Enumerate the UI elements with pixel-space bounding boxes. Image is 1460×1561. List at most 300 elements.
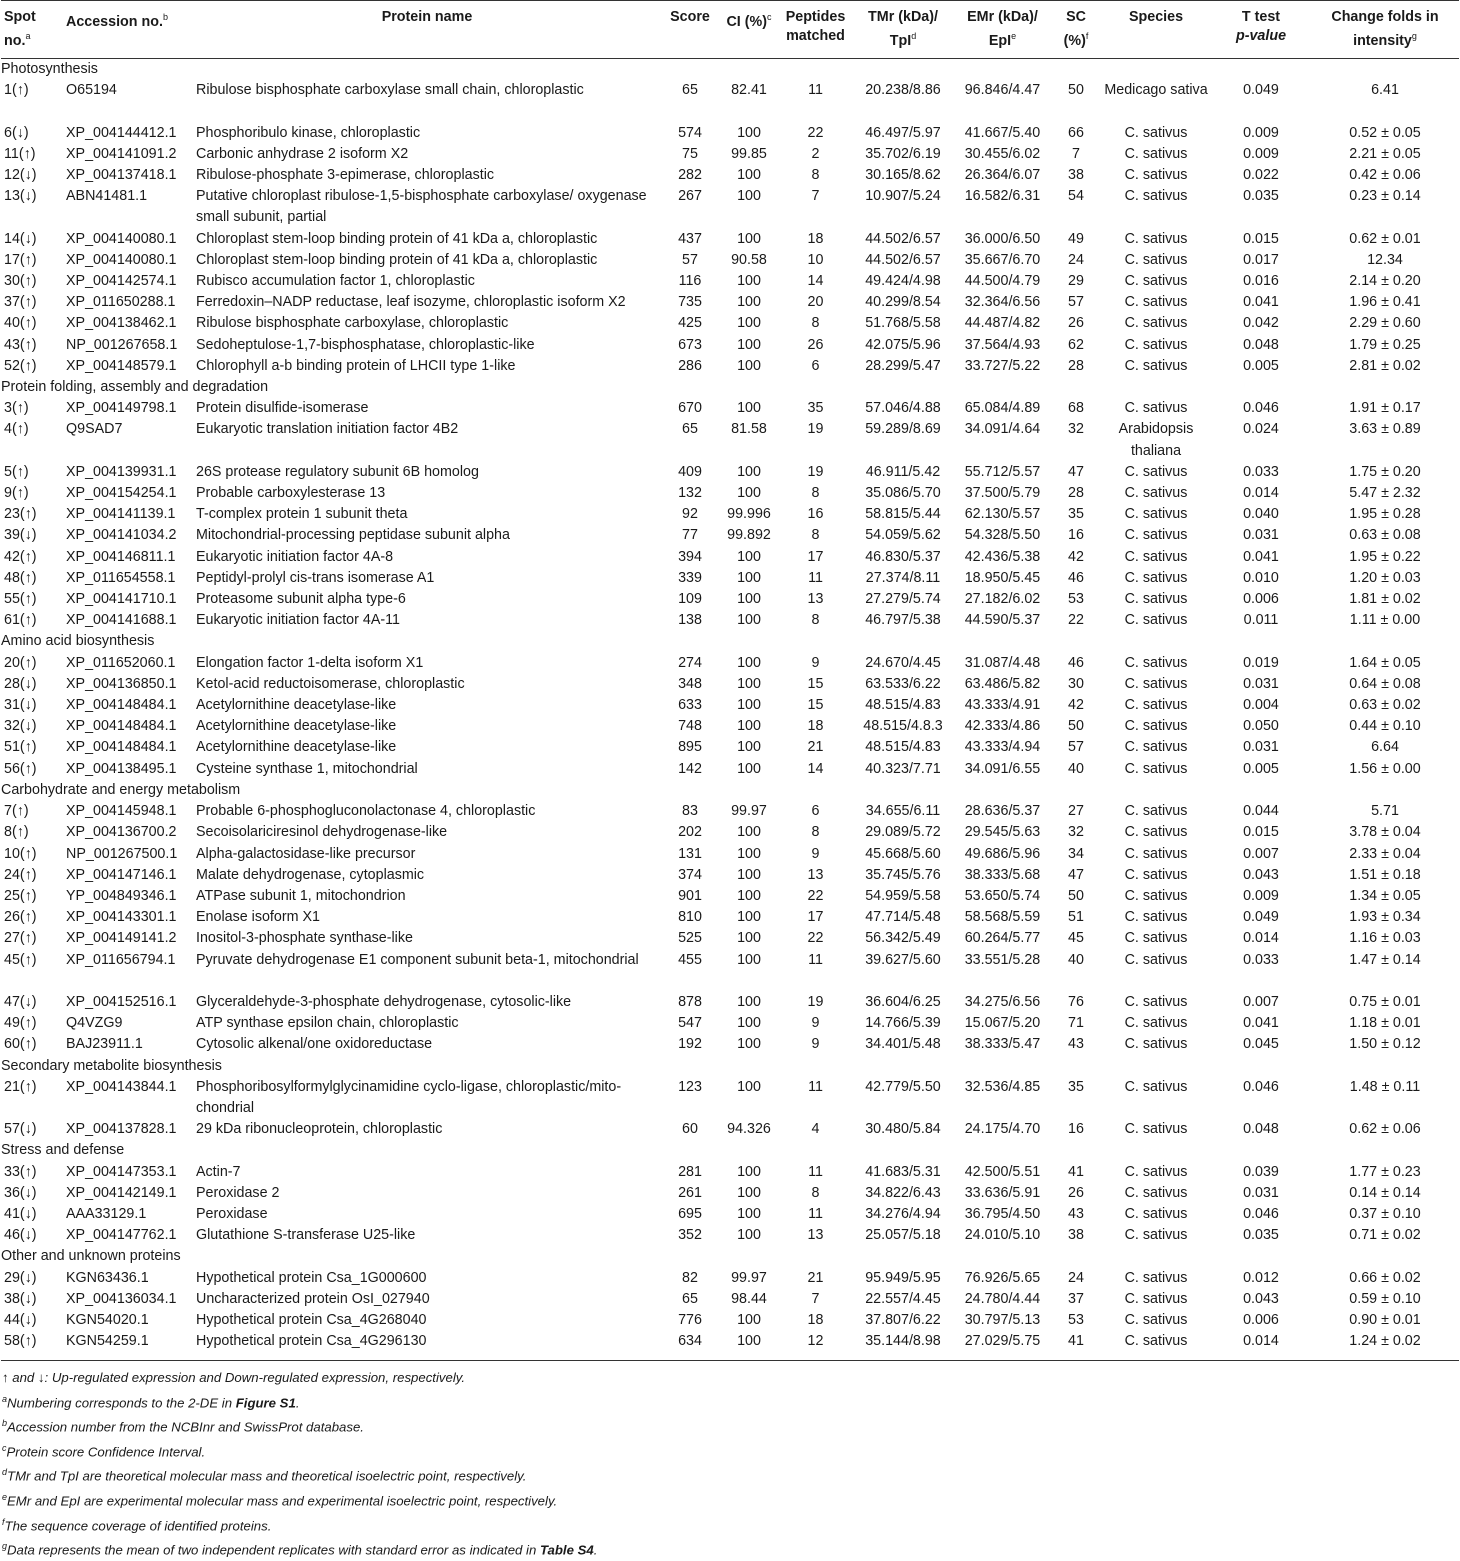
cell-sc: 16 xyxy=(1068,527,1084,544)
table-row xyxy=(1,80,1459,122)
cell-accession: XP_004149141.2 xyxy=(66,930,177,947)
table-row xyxy=(1,525,1459,546)
table-row xyxy=(1,547,1459,568)
table-row xyxy=(1,1077,1459,1119)
cell-p-value: 0.016 xyxy=(1243,273,1279,290)
cell-change-folds: 0.63 ± 0.02 xyxy=(1349,697,1421,714)
cell-protein-name: Phosphoribosylformylglycinamidine cyclo-ligase, chloroplastic/mito- chondrial xyxy=(196,1078,622,1116)
cell-tmr-tpi: 63.533/6.22 xyxy=(865,675,941,692)
cell-accession: XP_004148484.1 xyxy=(66,697,177,714)
cell-tmr-tpi: 35.702/6.19 xyxy=(865,145,941,162)
cell-spot: 27(↑) xyxy=(4,930,37,947)
cell-p-value: 0.009 xyxy=(1243,887,1279,904)
cell-spot: 52(↑) xyxy=(4,357,37,374)
cell-p-value: 0.033 xyxy=(1243,463,1279,480)
cell-change-folds: 3.78 ± 0.04 xyxy=(1349,824,1421,841)
cell-sc: 28 xyxy=(1068,485,1084,502)
cell-species: C. sativus xyxy=(1124,1290,1188,1307)
cell-peptides: 6 xyxy=(811,357,820,374)
cell-score: 673 xyxy=(678,336,702,353)
cell-spot: 57(↓) xyxy=(4,1121,37,1138)
cell-ci: 100 xyxy=(737,357,761,374)
cell-protein-name: Chloroplast stem-loop binding protein of 41 kDa a, chloroplastic xyxy=(196,230,598,247)
cell-sc: 53 xyxy=(1068,1311,1084,1328)
table-row xyxy=(1,271,1459,292)
cell-protein-name: Hypothetical protein Csa_4G296130 xyxy=(196,1333,427,1350)
cell-ci: 90.58 xyxy=(731,251,767,268)
cell-spot: 40(↑) xyxy=(4,315,37,332)
table-body xyxy=(1,59,1459,1361)
cell-tmr-tpi: 48.515/4.83 xyxy=(865,739,941,756)
cell-spot: 42(↑) xyxy=(4,548,37,565)
table-row xyxy=(1,419,1459,461)
cell-ci: 100 xyxy=(737,315,761,332)
cell-accession: XP_004154254.1 xyxy=(66,485,177,502)
cell-accession: XP_004147762.1 xyxy=(66,1227,177,1244)
cell-protein-name: Ribulose-phosphate 3-epimerase, chloroplastic xyxy=(196,167,495,183)
cell-p-value: 0.041 xyxy=(1243,294,1279,311)
cell-protein-name: Ferredoxin–NADP reductase, leaf isozyme, chloroplastic isoform X2 xyxy=(196,294,626,311)
cell-emr-epi: 55.712/5.57 xyxy=(964,463,1041,480)
table-row xyxy=(1,356,1459,377)
cell-protein-name: Alpha-galactosidase-like precursor xyxy=(196,845,416,862)
table-row xyxy=(1,1162,1459,1183)
cell-species: C. sativus xyxy=(1124,718,1188,735)
cell-tmr-tpi: 10.907/5.24 xyxy=(865,188,941,205)
cell-emr-epi: 32.536/4.85 xyxy=(964,1078,1041,1095)
cell-accession: XP_004143844.1 xyxy=(66,1078,177,1095)
cell-score: 810 xyxy=(678,909,702,926)
cell-emr-epi: 44.500/4.79 xyxy=(964,273,1041,290)
cell-accession: Q4VZG9 xyxy=(66,1015,123,1032)
cell-ci: 100 xyxy=(737,548,761,565)
footnote-c: $^c$Protein score Confidence Interval. xyxy=(2,1442,206,1460)
cell-emr-epi: 26.364/6.07 xyxy=(964,167,1041,183)
cell-emr-epi: 34.091/6.55 xyxy=(964,760,1041,777)
cell-accession: XP_004140080.1 xyxy=(66,230,177,247)
cell-protein-name: Glyceraldehyde-3-phosphate dehydrogenase, cytosolic-like xyxy=(196,993,572,1010)
cell-ci: 99.892 xyxy=(727,527,771,544)
cell-sc: 38 xyxy=(1068,1227,1084,1244)
protein-table xyxy=(1,0,1459,1361)
cell-emr-epi: 43.333/4.94 xyxy=(964,739,1041,756)
cell-peptides: 17 xyxy=(807,909,824,926)
cell-score: 425 xyxy=(678,315,702,332)
cell-ci: 82.41 xyxy=(731,82,767,99)
cell-tmr-tpi: 49.424/4.98 xyxy=(865,273,941,290)
cell-score: 202 xyxy=(678,824,702,841)
cell-p-value: 0.049 xyxy=(1243,82,1279,99)
cell-spot: 49(↑) xyxy=(4,1015,37,1032)
cell-peptides: 12 xyxy=(807,1333,824,1350)
category-label: Carbohydrate and energy metabolism xyxy=(1,781,241,798)
cell-protein-name: Acetylornithine deacetylase-like xyxy=(196,739,397,756)
cell-spot: 39(↓) xyxy=(4,527,37,544)
cell-ci: 100 xyxy=(737,1311,761,1328)
cell-spot: 36(↓) xyxy=(4,1184,37,1201)
cell-species: C. sativus xyxy=(1124,485,1188,502)
cell-accession: XP_004147146.1 xyxy=(66,866,177,883)
cell-emr-epi: 76.926/5.65 xyxy=(964,1269,1041,1286)
table-row xyxy=(1,1034,1459,1055)
table-row xyxy=(1,483,1459,504)
cell-p-value: 0.033 xyxy=(1243,951,1279,968)
cell-sc: 32 xyxy=(1068,824,1084,841)
table-row xyxy=(1,229,1459,250)
cell-peptides: 11 xyxy=(808,1205,823,1222)
table-row xyxy=(1,165,1459,186)
cell-spot: 17(↑) xyxy=(4,251,37,268)
cell-spot: 21(↑) xyxy=(4,1078,37,1095)
cell-protein-name: Hypothetical protein Csa_1G000600 xyxy=(196,1269,427,1286)
table-row xyxy=(1,1268,1459,1289)
cell-score: 132 xyxy=(678,485,702,502)
cell-ci: 100 xyxy=(737,463,761,480)
cell-score: 455 xyxy=(678,951,702,968)
cell-protein-name: Protein disulfide-isomerase xyxy=(196,400,369,417)
cell-sc: 57 xyxy=(1068,294,1084,311)
cell-spot: 24(↑) xyxy=(4,866,37,883)
cell-emr-epi: 36.000/6.50 xyxy=(964,230,1041,247)
cell-score: 65 xyxy=(682,421,698,438)
cell-species: C. sativus xyxy=(1124,760,1188,777)
cell-ci: 100 xyxy=(737,336,761,353)
cell-species: C. sativus xyxy=(1124,569,1188,586)
cell-species: C. sativus xyxy=(1124,675,1188,692)
cell-sc: 34 xyxy=(1068,845,1084,862)
table-row xyxy=(1,250,1459,271)
cell-p-value: 0.031 xyxy=(1243,675,1279,692)
cell-peptides: 11 xyxy=(808,1078,823,1095)
cell-protein-name: Putative chloroplast ribulose-1,5-bisphosphate carboxylase/ oxygenase small subunit, partial xyxy=(196,188,647,226)
cell-accession: XP_004140080.1 xyxy=(66,251,177,268)
cell-peptides: 13 xyxy=(807,866,824,883)
cell-protein-name: Proteasome subunit alpha type-6 xyxy=(196,591,406,608)
cell-tmr-tpi: 46.797/5.38 xyxy=(865,612,941,629)
header-sc: SC (%)$^f$ xyxy=(1051,1,1101,59)
table-row xyxy=(1,928,1459,949)
cell-change-folds: 1.11 ± 0.00 xyxy=(1349,612,1421,629)
cell-protein-name: T-complex protein 1 subunit theta xyxy=(196,506,408,523)
table-row xyxy=(1,313,1459,334)
cell-peptides: 13 xyxy=(807,591,824,608)
cell-spot: 20(↑) xyxy=(4,654,37,671)
cell-ci: 99.996 xyxy=(727,506,771,523)
cell-sc: 66 xyxy=(1068,124,1084,141)
cell-peptides: 19 xyxy=(807,993,824,1010)
cell-ci: 100 xyxy=(737,273,761,290)
header-peptides: Peptides matched xyxy=(779,1,852,59)
cell-sc: 26 xyxy=(1068,315,1084,332)
cell-tmr-tpi: 41.683/5.31 xyxy=(865,1163,941,1180)
cell-tmr-tpi: 30.165/8.62 xyxy=(865,167,941,183)
cell-tmr-tpi: 34.822/6.43 xyxy=(865,1184,941,1201)
cell-tmr-tpi: 27.374/8.11 xyxy=(865,569,941,586)
cell-p-value: 0.048 xyxy=(1243,336,1279,353)
table-row xyxy=(1,865,1459,886)
cell-peptides: 8 xyxy=(811,315,820,332)
cell-emr-epi: 54.328/5.50 xyxy=(964,527,1041,544)
cell-ci: 100 xyxy=(737,1205,761,1222)
cell-tmr-tpi: 34.276/4.94 xyxy=(865,1205,941,1222)
cell-species: C. sativus xyxy=(1124,824,1188,841)
cell-species: C. sativus xyxy=(1124,845,1188,862)
cell-score: 282 xyxy=(678,167,702,183)
cell-emr-epi: 58.568/5.59 xyxy=(964,909,1041,926)
cell-sc: 42 xyxy=(1068,548,1084,565)
cell-accession: XP_004141710.1 xyxy=(66,591,177,608)
cell-species: C. sativus xyxy=(1124,251,1188,268)
cell-sc: 29 xyxy=(1068,273,1084,290)
cell-tmr-tpi: 46.911/5.42 xyxy=(865,463,941,480)
cell-tmr-tpi: 14.766/5.39 xyxy=(865,1015,941,1032)
cell-sc: 42 xyxy=(1068,697,1084,714)
cell-p-value: 0.011 xyxy=(1243,612,1279,629)
cell-species: C. sativus xyxy=(1124,188,1188,205)
cell-protein-name: ATP synthase epsilon chain, chloroplastic xyxy=(196,1015,459,1032)
cell-change-folds: 5.47 ± 2.32 xyxy=(1349,485,1421,502)
cell-species: C. sativus xyxy=(1124,1184,1188,1201)
header-change-folds: Change folds in intensity$^g$ xyxy=(1311,1,1459,59)
cell-emr-epi: 30.797/5.13 xyxy=(964,1311,1041,1328)
cell-emr-epi: 44.487/4.82 xyxy=(964,315,1041,332)
cell-ci: 100 xyxy=(737,569,761,586)
footnote-f: $^f$The sequence coverage of identified proteins. xyxy=(2,1516,272,1533)
cell-change-folds: 1.77 ± 0.23 xyxy=(1349,1163,1421,1180)
cell-emr-epi: 33.727/5.22 xyxy=(964,357,1041,374)
cell-change-folds: 6.41 xyxy=(1371,82,1399,99)
cell-accession: XP_004149798.1 xyxy=(66,400,177,417)
cell-score: 633 xyxy=(678,697,702,714)
cell-ci: 99.97 xyxy=(731,803,767,820)
cell-tmr-tpi: 35.144/8.98 xyxy=(865,1333,941,1350)
cell-accession: XP_004141688.1 xyxy=(66,612,177,629)
cell-sc: 37 xyxy=(1068,1290,1084,1307)
cell-species: C. sativus xyxy=(1124,1311,1188,1328)
cell-p-value: 0.041 xyxy=(1243,1015,1279,1032)
footnote-e: $^e$EMr and EpI are experimental molecular mass and experimental isoelectric point, respectively. xyxy=(2,1491,558,1509)
header-accession: Accession no.$^b$ xyxy=(63,1,193,59)
cell-sc: 41 xyxy=(1068,1163,1084,1180)
cell-accession: XP_004143301.1 xyxy=(66,909,177,926)
cell-species: C. sativus xyxy=(1124,697,1188,714)
cell-sc: 50 xyxy=(1068,887,1084,904)
cell-species: C. sativus xyxy=(1124,1205,1188,1222)
cell-tmr-tpi: 35.086/5.70 xyxy=(865,485,941,502)
cell-ci: 100 xyxy=(737,718,761,735)
table-row xyxy=(1,759,1459,780)
cell-emr-epi: 15.067/5.20 xyxy=(964,1015,1041,1032)
cell-spot: 32(↓) xyxy=(4,718,37,735)
cell-change-folds: 0.44 ± 0.10 xyxy=(1349,718,1421,735)
cell-tmr-tpi: 42.075/5.96 xyxy=(865,336,941,353)
cell-emr-epi: 18.950/5.45 xyxy=(964,569,1041,586)
cell-tmr-tpi: 30.480/5.84 xyxy=(865,1121,941,1138)
cell-protein-name: Peroxidase xyxy=(196,1205,268,1222)
cell-ci: 100 xyxy=(737,1163,761,1180)
cell-species: C. sativus xyxy=(1124,167,1188,183)
cell-sc: 22 xyxy=(1068,612,1084,629)
cell-accession: XP_004145948.1 xyxy=(66,803,177,820)
footnote-arrows: ↑ and ↓: Up-regulated expression and Down-regulated expression, respectively. xyxy=(2,1370,466,1386)
cell-change-folds: 0.23 ± 0.14 xyxy=(1349,188,1421,205)
cell-species: C. sativus xyxy=(1124,124,1188,141)
cell-ci: 100 xyxy=(737,909,761,926)
cell-species: C. sativus xyxy=(1124,866,1188,883)
category-label: Amino acid biosynthesis xyxy=(1,633,155,650)
category-row xyxy=(1,631,1459,652)
cell-ci: 100 xyxy=(737,760,761,777)
cell-tmr-tpi: 59.289/8.69 xyxy=(865,421,941,438)
header-score: Score xyxy=(661,1,719,59)
cell-score: 116 xyxy=(678,273,702,290)
cell-protein-name: Rubisco accumulation factor 1, chloroplastic xyxy=(196,273,475,290)
cell-spot: 29(↓) xyxy=(4,1269,37,1286)
cell-peptides: 16 xyxy=(807,506,824,523)
cell-spot: 28(↓) xyxy=(4,675,37,692)
cell-p-value: 0.015 xyxy=(1243,824,1279,841)
cell-score: 123 xyxy=(678,1078,702,1095)
cell-species: C. sativus xyxy=(1124,654,1188,671)
cell-species: C. sativus xyxy=(1124,951,1188,968)
cell-protein-name: Acetylornithine deacetylase-like xyxy=(196,697,397,714)
cell-peptides: 17 xyxy=(807,548,824,565)
table-row xyxy=(1,653,1459,674)
cell-peptides: 18 xyxy=(807,1311,824,1328)
cell-peptides: 21 xyxy=(807,1269,824,1286)
cell-tmr-tpi: 42.779/5.50 xyxy=(865,1078,941,1095)
cell-change-folds: 2.29 ± 0.60 xyxy=(1349,315,1421,332)
cell-protein-name: Phosphoribulo kinase, chloroplastic xyxy=(196,124,421,141)
cell-score: 75 xyxy=(682,145,698,162)
cell-spot: 51(↑) xyxy=(4,739,37,756)
cell-peptides: 22 xyxy=(807,887,824,904)
table-row xyxy=(1,1331,1459,1352)
cell-sc: 54 xyxy=(1068,188,1084,205)
cell-tmr-tpi: 24.670/4.45 xyxy=(865,654,941,671)
cell-ci: 100 xyxy=(737,1184,761,1201)
cell-p-value: 0.031 xyxy=(1243,739,1279,756)
cell-emr-epi: 31.087/4.48 xyxy=(964,654,1041,671)
cell-sc: 57 xyxy=(1068,739,1084,756)
cell-sc: 40 xyxy=(1068,760,1084,777)
cell-p-value: 0.007 xyxy=(1243,845,1279,862)
cell-score: 776 xyxy=(678,1311,702,1328)
cell-peptides: 8 xyxy=(811,824,820,841)
cell-ci: 100 xyxy=(737,654,761,671)
cell-p-value: 0.012 xyxy=(1243,1269,1279,1286)
cell-change-folds: 1.95 ± 0.22 xyxy=(1349,548,1421,565)
cell-species: C. sativus xyxy=(1124,930,1188,947)
cell-tmr-tpi: 35.745/5.76 xyxy=(865,866,941,883)
cell-emr-epi: 24.780/4.44 xyxy=(964,1290,1041,1307)
cell-species: C. sativus xyxy=(1124,612,1188,629)
category-row xyxy=(1,377,1459,398)
header-protein-name: Protein name xyxy=(193,1,661,59)
cell-protein-name: Secoisolariciresinol dehydrogenase-like xyxy=(196,824,448,841)
cell-spot: 55(↑) xyxy=(4,591,37,608)
cell-ci: 99.85 xyxy=(731,145,767,162)
cell-change-folds: 0.66 ± 0.02 xyxy=(1349,1269,1421,1286)
cell-protein-name: Enolase isoform X1 xyxy=(196,909,320,926)
cell-ci: 100 xyxy=(737,485,761,502)
cell-protein-name: Cytosolic alkenal/one oxidoreductase xyxy=(196,1036,433,1053)
cell-change-folds: 1.81 ± 0.02 xyxy=(1349,591,1421,608)
cell-spot: 11(↑) xyxy=(4,145,36,162)
cell-change-folds: 1.48 ± 0.11 xyxy=(1349,1078,1421,1095)
cell-protein-name: Ribulose bisphosphate carboxylase small chain, chloroplastic xyxy=(196,82,584,99)
cell-sc: 47 xyxy=(1068,463,1084,480)
cell-change-folds: 0.52 ± 0.05 xyxy=(1349,124,1421,141)
cell-protein-name: 29 kDa ribonucleoprotein, chloroplastic xyxy=(196,1121,443,1138)
cell-ci: 100 xyxy=(737,739,761,756)
table-row xyxy=(1,568,1459,589)
header-ci: CI (%)$^c$ xyxy=(719,1,779,59)
cell-change-folds: 1.64 ± 0.05 xyxy=(1349,654,1421,671)
cell-species: C. sativus xyxy=(1124,1269,1188,1286)
cell-change-folds: 0.42 ± 0.06 xyxy=(1349,167,1421,183)
cell-spot: 47(↓) xyxy=(4,993,37,1010)
cell-p-value: 0.006 xyxy=(1243,1311,1279,1328)
cell-protein-name: Pyruvate dehydrogenase E1 component subunit beta-1, mitochondrial xyxy=(196,951,639,968)
cell-peptides: 19 xyxy=(807,421,824,438)
category-label: Other and unknown proteins xyxy=(1,1248,181,1265)
cell-score: 109 xyxy=(678,591,702,608)
cell-accession: KGN54259.1 xyxy=(66,1333,149,1350)
cell-score: 670 xyxy=(678,400,702,417)
cell-protein-name: Ketol-acid reductoisomerase, chloroplastic xyxy=(196,675,465,692)
cell-ci: 100 xyxy=(737,591,761,608)
cell-score: 65 xyxy=(682,1290,698,1307)
cell-tmr-tpi: 44.502/6.57 xyxy=(865,230,941,247)
cell-p-value: 0.040 xyxy=(1243,506,1279,523)
cell-change-folds: 6.64 xyxy=(1371,739,1399,756)
cell-tmr-tpi: 58.815/5.44 xyxy=(865,506,941,523)
cell-sc: 35 xyxy=(1068,1078,1084,1095)
cell-sc: 43 xyxy=(1068,1036,1084,1053)
cell-protein-name: Acetylornithine deacetylase-like xyxy=(196,718,397,735)
cell-p-value: 0.041 xyxy=(1243,548,1279,565)
cell-peptides: 7 xyxy=(811,188,820,205)
cell-sc: 7 xyxy=(1072,145,1080,162)
cell-emr-epi: 37.564/4.93 xyxy=(964,336,1041,353)
cell-emr-epi: 42.436/5.38 xyxy=(964,548,1041,565)
cell-species: C. sativus xyxy=(1124,887,1188,904)
cell-accession: XP_004141139.1 xyxy=(66,506,176,523)
cell-score: 142 xyxy=(678,760,702,777)
cell-ci: 81.58 xyxy=(731,421,767,438)
cell-species: C. sativus xyxy=(1124,463,1188,480)
cell-sc: 35 xyxy=(1068,506,1084,523)
cell-peptides: 9 xyxy=(811,845,820,862)
footnote-a: $^a$Numbering corresponds to the 2-DE in Figure S1. xyxy=(2,1393,300,1410)
cell-sc: 46 xyxy=(1068,569,1084,586)
cell-accession: KGN63436.1 xyxy=(66,1269,149,1286)
cell-emr-epi: 34.091/4.64 xyxy=(964,421,1041,438)
cell-peptides: 8 xyxy=(811,485,820,502)
cell-tmr-tpi: 51.768/5.58 xyxy=(865,315,941,332)
cell-species: C. sativus xyxy=(1124,145,1188,162)
cell-peptides: 19 xyxy=(807,463,824,480)
cell-emr-epi: 38.333/5.68 xyxy=(964,866,1041,883)
cell-accession: XP_011650288.1 xyxy=(66,294,176,311)
table-row xyxy=(1,1289,1459,1310)
cell-p-value: 0.017 xyxy=(1243,251,1279,268)
cell-peptides: 9 xyxy=(811,654,820,671)
table-row xyxy=(1,589,1459,610)
cell-protein-name: Probable carboxylesterase 13 xyxy=(196,485,386,502)
cell-species: C. sativus xyxy=(1124,273,1188,290)
